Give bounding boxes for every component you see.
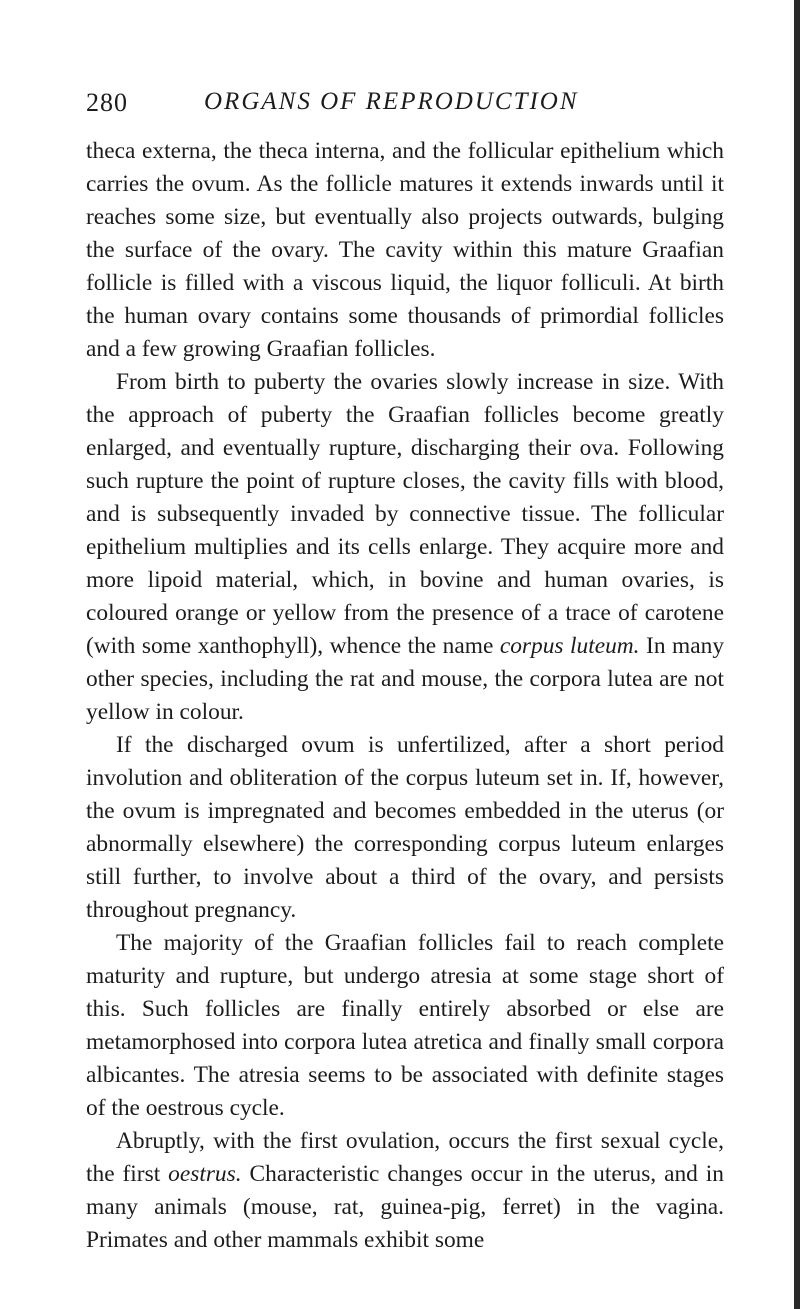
paragraph-follicle-structure bbox=[86, 135, 724, 366]
paragraph-text: From birth to puberty the ovaries slowly increase in size. With the approach of puberty the Graafian follicles become greatly enlarged, and eventually rupture, discharging their ova. Following such rupture the point of rupture closes, the cavity fills with blood, and is subsequently invaded by connective tissue. The follicular epithelium multiplies and its cells enlarge. They acquire more and more lipoid material, which, in bovine and human ovaries, is coloured orange or yellow from the presence of a trace of carotene (with some xanthophyll), whence the name bbox=[86, 369, 724, 659]
paragraph-text: In many other species, including the rat and mouse, the corpora lutea are not yellow in colour. bbox=[86, 633, 725, 725]
paragraph-text: theca externa, the theca interna, and the follicular epithelium which carries the ovum. As the follicle matures it extends inwards until it reaches some size, but eventually also projects outwards, bulging the surface of the ovary. The cavity within this mature Graafian follicle is filled with a viscous liquid, the liquor folliculi. At birth the human ovary contains some thousands of primordial follicles and a few growing Graafian follicles. bbox=[86, 138, 724, 362]
paragraph-text: Characteristic changes occur in the uterus, and in many animals (mouse, rat, guinea-pig, ferret) in the vagina. Primates and other mammals exhibit some bbox=[86, 1161, 724, 1253]
paragraph-text: The majority of the Graafian follicles fail to reach complete maturity and rupture, but undergo atresia at some stage short of this. Such follicles are finally entirely absorbed or else are metamorphosed into corpora lutea atretica and finally small corpora albicantes. The atresia seems to be associated with definite stages of the oestrous cycle. bbox=[86, 930, 724, 1121]
paragraph-puberty bbox=[86, 366, 724, 729]
paragraph-text: If the discharged ovum is unfertilized, after a short period involution and obliteration of the corpus luteum set in. If, however, the ovum is impregnated and becomes embedded in the uterus (or abnormally elsewhere) the corresponding corpus luteum enlarges still further, to involve about a third of the ovary, and persists throughout pregnancy. bbox=[86, 732, 724, 923]
body-text bbox=[86, 135, 724, 1257]
paragraph-unfertilized-ovum bbox=[86, 729, 724, 927]
paragraph-text: Abruptly, with the first ovulation, occurs the first sexual cycle, the first bbox=[86, 1128, 724, 1187]
page-header bbox=[86, 88, 726, 128]
scan-border-edge bbox=[794, 0, 800, 1309]
italic-term-oestrus: oestrus. bbox=[168, 1161, 242, 1187]
paragraph-atresia bbox=[86, 927, 724, 1125]
paragraph-oestrus bbox=[86, 1125, 724, 1257]
italic-term-corpus-luteum: corpus luteum. bbox=[499, 633, 640, 659]
page-number: 280 bbox=[86, 88, 128, 117]
running-head: ORGANS OF REPRODUCTION bbox=[204, 88, 579, 115]
